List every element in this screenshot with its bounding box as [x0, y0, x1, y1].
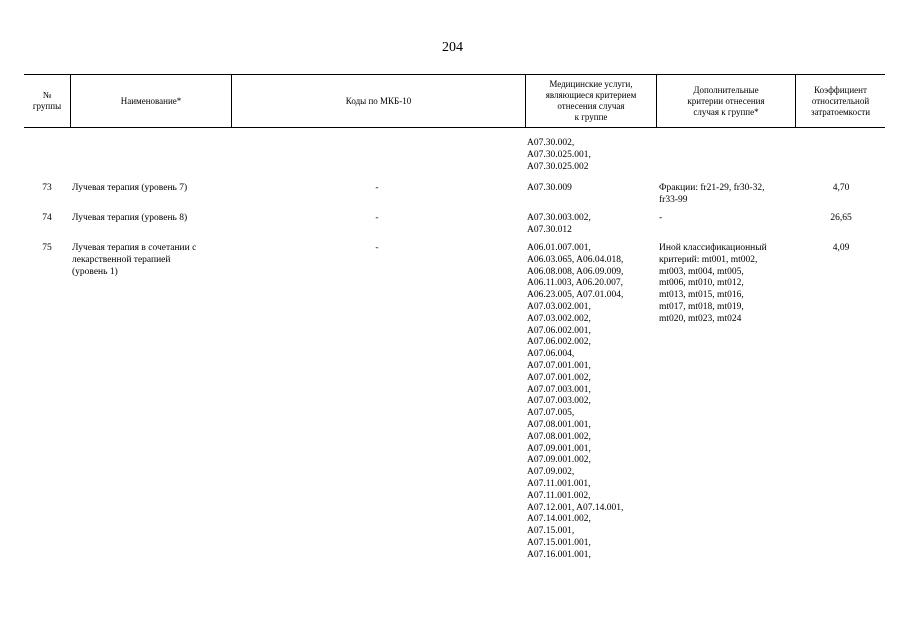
- header-mkb-codes: Коды по МКБ-10: [345, 95, 412, 106]
- medical-services: A06.01.007.001, A06.03.065, A06.04.018, A06.08.008, A06.09.009, A06.11.003, A06.20.007, A06.23.005, A07.01.004, A07.03.002.001, A07.03.002.002, A07.06.002.001, A07.06.002.002, A07.06.004, A07.07.001.001, A07.07.001.002, A07.07.003.001, A07.07.003.002, A07.07.005, A07.08.001.001, A07.08.001.002, A07.09.001.001, A07.09.001.002, A07.09.002, A07.11.001.001, A07.11.001.002, A07.12.001, A07.14.001, A07.14.001.002, A07.15.001, A07.15.001.001, A07.16.001.001,: [527, 243, 624, 560]
- additional-criteria: Фракции: fr21-29, fr30-32, fr33-99: [659, 183, 765, 205]
- group-name: Лучевая терапия (уровень 7): [72, 183, 188, 193]
- coefficient: 4,09: [832, 243, 850, 253]
- medical-services: A07.30.009: [527, 183, 572, 193]
- header-additional-criteria: Дополнительные критерии отнесения случая к группе*: [687, 84, 765, 117]
- header-group-number: № группы: [32, 90, 62, 111]
- coefficient: 4,70: [832, 183, 850, 193]
- mkb-codes: -: [375, 213, 379, 223]
- header-coefficient: Коэффициент относительной затратоемкости: [810, 84, 871, 117]
- group-number: 74: [42, 213, 52, 223]
- header-medical-services: Медицинские услуги, являющиеся критерием отнесения случая к группе: [545, 79, 637, 122]
- group-number: 75: [42, 243, 52, 253]
- header-name: Наименование*: [120, 95, 182, 106]
- group-name: Лучевая терапия (уровень 8): [72, 213, 188, 223]
- page-number: 204: [442, 40, 463, 55]
- mkb-codes: -: [375, 243, 379, 253]
- medical-services: A07.30.003.002, A07.30.012: [527, 213, 591, 235]
- additional-criteria: Иной классификационный критерий: mt001, mt002, mt003, mt004, mt005, mt006, mt010, mt012, mt013, mt015, mt016, mt017, mt018, mt019, mt020, mt023, mt024: [659, 243, 767, 324]
- coefficient: 26,65: [830, 213, 852, 223]
- group-number: 73: [42, 183, 52, 193]
- table-header: [24, 74, 885, 128]
- medical-services: A07.30.002, A07.30.025.001, A07.30.025.002: [527, 138, 591, 172]
- additional-criteria: -: [659, 213, 663, 223]
- group-name: Лучевая терапия в сочетании с лекарственной терапией (уровень 1): [72, 243, 197, 277]
- mkb-codes: -: [375, 183, 379, 193]
